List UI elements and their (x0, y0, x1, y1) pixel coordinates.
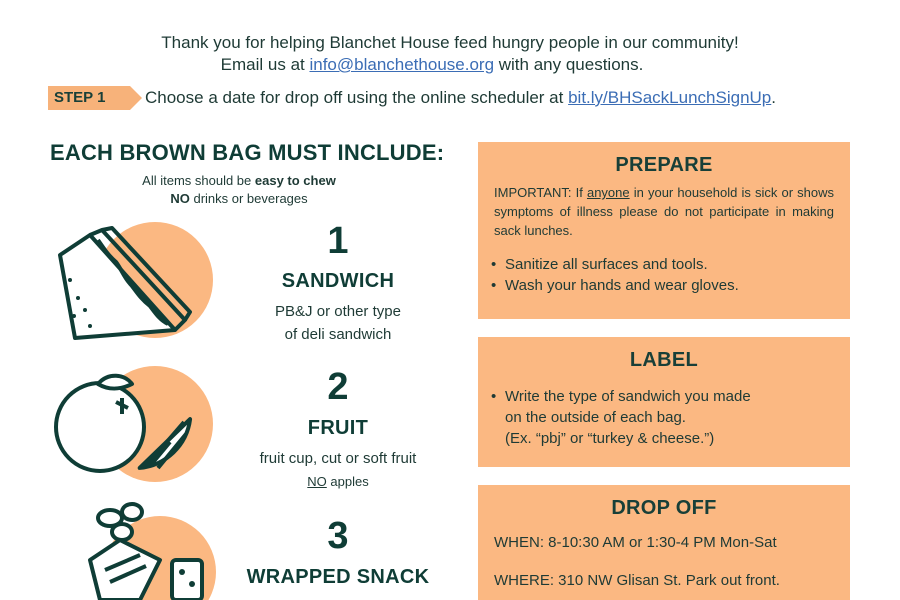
important-text-2: in your household is sick or shows symptoms of illness please do not participate in making sack lunches. (494, 185, 834, 238)
no-drinks-note (50, 190, 428, 208)
label-line-3: (Ex. “pbj” or “turkey & cheese.”) (505, 430, 715, 447)
label-line-1: • Write the type of sandwich you made (505, 388, 751, 405)
item-1-number: 1 (327, 220, 349, 262)
item-2-desc (223, 447, 453, 493)
intro-email-prefix: Email us at (220, 55, 310, 74)
item-2-number: 2 (327, 366, 349, 408)
dropoff-title: DROP OFF (611, 497, 717, 519)
dropoff-box (478, 485, 850, 600)
intro-email-suffix: with any questions. (494, 55, 644, 74)
email-link[interactable]: info@blanchethouse.org (309, 55, 495, 74)
prepare-bullet-sanitize: • Sanitize all surfaces and tools. (478, 254, 850, 275)
dropoff-when: WHEN: 8-10:30 AM or 1:30-4 PM Mon-Sat (494, 534, 777, 551)
sandwich-icon (50, 220, 220, 350)
step-1-instructions: Choose a date for drop off using the online scheduler at (145, 88, 569, 107)
item-1-desc-line-1: PB&J or other type (275, 303, 401, 320)
note-prefix: All items should be (142, 173, 255, 188)
item-1-title: SANDWICH (281, 270, 395, 292)
item-3-number: 3 (327, 515, 349, 557)
must-include-heading: EACH BROWN BAG MUST INCLUDE: (50, 140, 445, 165)
label-line-2: on the outside of each bag. (505, 409, 686, 426)
dropoff-where: WHERE: 310 NW Glisan St. Park out front. (494, 572, 780, 589)
label-list (478, 386, 850, 449)
no-drinks-text: drinks or beverages (189, 191, 308, 206)
label-bullet (478, 386, 850, 449)
prepare-box (478, 142, 850, 319)
must-include-subtitle (50, 172, 428, 208)
item-1-desc-line-2: of deli sandwich (284, 326, 392, 343)
no-underline: NO (307, 474, 327, 489)
scheduler-link[interactable]: bit.ly/BHSackLunchSignUp (568, 88, 772, 107)
label-title: LABEL (629, 349, 699, 371)
orange-icon (50, 362, 220, 492)
step-1-text (145, 88, 776, 108)
anyone-underline: anyone (586, 185, 630, 200)
item-2-title: FRUIT (307, 417, 369, 439)
easy-to-chew-note (50, 172, 428, 190)
step-1-label: STEP 1 (54, 89, 106, 106)
intro-line-1: Thank you for helping Blanchet House feed hungry people in our community! (161, 33, 739, 52)
step-1-tag (48, 86, 130, 110)
prepare-list (478, 254, 850, 296)
item-1-desc (223, 300, 453, 346)
easy-to-chew-bold: easy to chew (254, 173, 336, 188)
prepare-important (494, 183, 834, 240)
intro-text (0, 32, 900, 76)
label-box (478, 337, 850, 467)
no-bold: NO (170, 191, 190, 206)
apples-text: apples (326, 474, 369, 489)
important-text-1: IMPORTANT: If (494, 185, 587, 200)
intro-line-2 (0, 54, 900, 76)
prepare-title: PREPARE (615, 154, 713, 176)
step-1-period: . (771, 88, 776, 107)
snack-icon (50, 500, 220, 600)
item-2-desc-line-2 (223, 470, 453, 493)
item-2-desc-line-1: fruit cup, cut or soft fruit (259, 450, 417, 467)
prepare-bullet-wash-hands: • Wash your hands and wear gloves. (478, 275, 850, 296)
item-3-title: WRAPPED SNACK (246, 566, 430, 588)
